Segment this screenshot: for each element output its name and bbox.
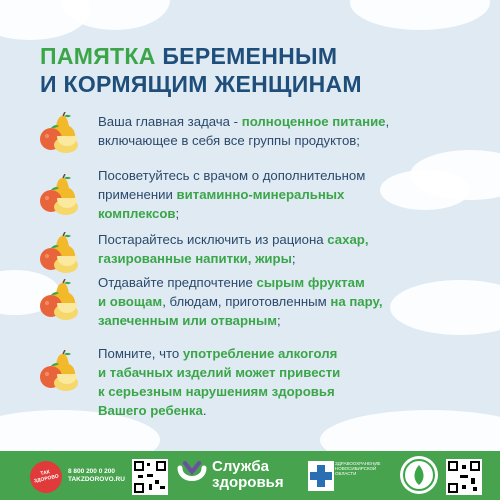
highlight-text: и табачных изделий может привести [98,365,341,380]
qr-code-icon [446,459,482,495]
highlight-text: на пару, [330,294,383,309]
minzdrav-label: ЗДРАВООХРАНЕНИЕ НОВОСИБИРСКОЙ ОБЛАСТИ [335,461,381,476]
list-item-text [98,112,389,150]
cloud-decoration [350,0,490,30]
takzdorovo-logo: ТАК ЗДОРОВО [27,458,65,496]
body-text: Помните, что [98,346,183,361]
fruit-icon [36,279,90,323]
highlight-text: к серьезным нарушениям здоровья [98,384,335,399]
logo-line2: здоровья [212,474,284,491]
highlight-text: и овощам [98,294,163,309]
highlight-text: сырым фруктам [256,275,365,290]
highlight-text: запеченным или отварным [98,313,278,328]
list-item [36,112,476,156]
highlight-text: полноценное питание [241,114,386,129]
qr-code-icon [132,459,168,495]
body-text: ; [175,206,180,221]
list-item-text [98,344,340,420]
highlight-text: Вашего ребенка [98,403,203,418]
page-title [40,42,362,98]
body-text: Ваша главная задача - [98,114,242,129]
contact-info [68,468,125,484]
list-item [36,344,476,420]
body-text: ; [277,313,281,328]
list-item [36,166,476,223]
emblem-icon [400,456,438,494]
list-item-text [98,273,383,330]
logo-line1: Служба [212,458,269,475]
phone-number: 8 800 200 0 200 [68,468,115,475]
highlight-text: употребление алкоголя [182,346,338,361]
list-item [36,273,476,330]
body-text: Постарайтесь исключить из рациона [98,232,328,247]
body-text: применении [98,187,177,202]
fruit-icon [36,232,90,276]
list-item [36,230,476,276]
body-text: , [385,114,390,129]
list-item-text [98,230,369,268]
fruit-icon [36,350,90,394]
heart-logo-icon [176,460,208,490]
body-text: , блюдам, приготовленным [162,294,331,309]
body-text: ; [291,251,296,266]
highlight-text: газированные напитки, жиры [98,251,292,266]
highlight-text: комплексов [98,206,176,221]
highlight-text: сахар, [327,232,369,247]
fruit-icon [36,112,90,156]
list-item-text [98,166,365,223]
body-text: . [202,403,207,418]
highlight-text: витаминно-минеральных [176,187,345,202]
body-text: включающее в себя все группы продуктов; [98,133,360,148]
title-green: ПАМЯТКА [40,43,156,69]
title-line2: И КОРМЯЩИМ ЖЕНЩИНАМ [40,71,362,97]
service-logo-text [212,459,284,491]
title-blue: БЕРЕМЕННЫМ [162,43,338,69]
body-text: Посоветуйтесь с врачом о дополнительном [98,168,366,183]
body-text: Отдавайте предпочтение [98,275,257,290]
fruit-icon [36,174,90,218]
site-url: TAKZDOROVO.RU [68,476,125,483]
medical-cross-icon [308,461,334,491]
